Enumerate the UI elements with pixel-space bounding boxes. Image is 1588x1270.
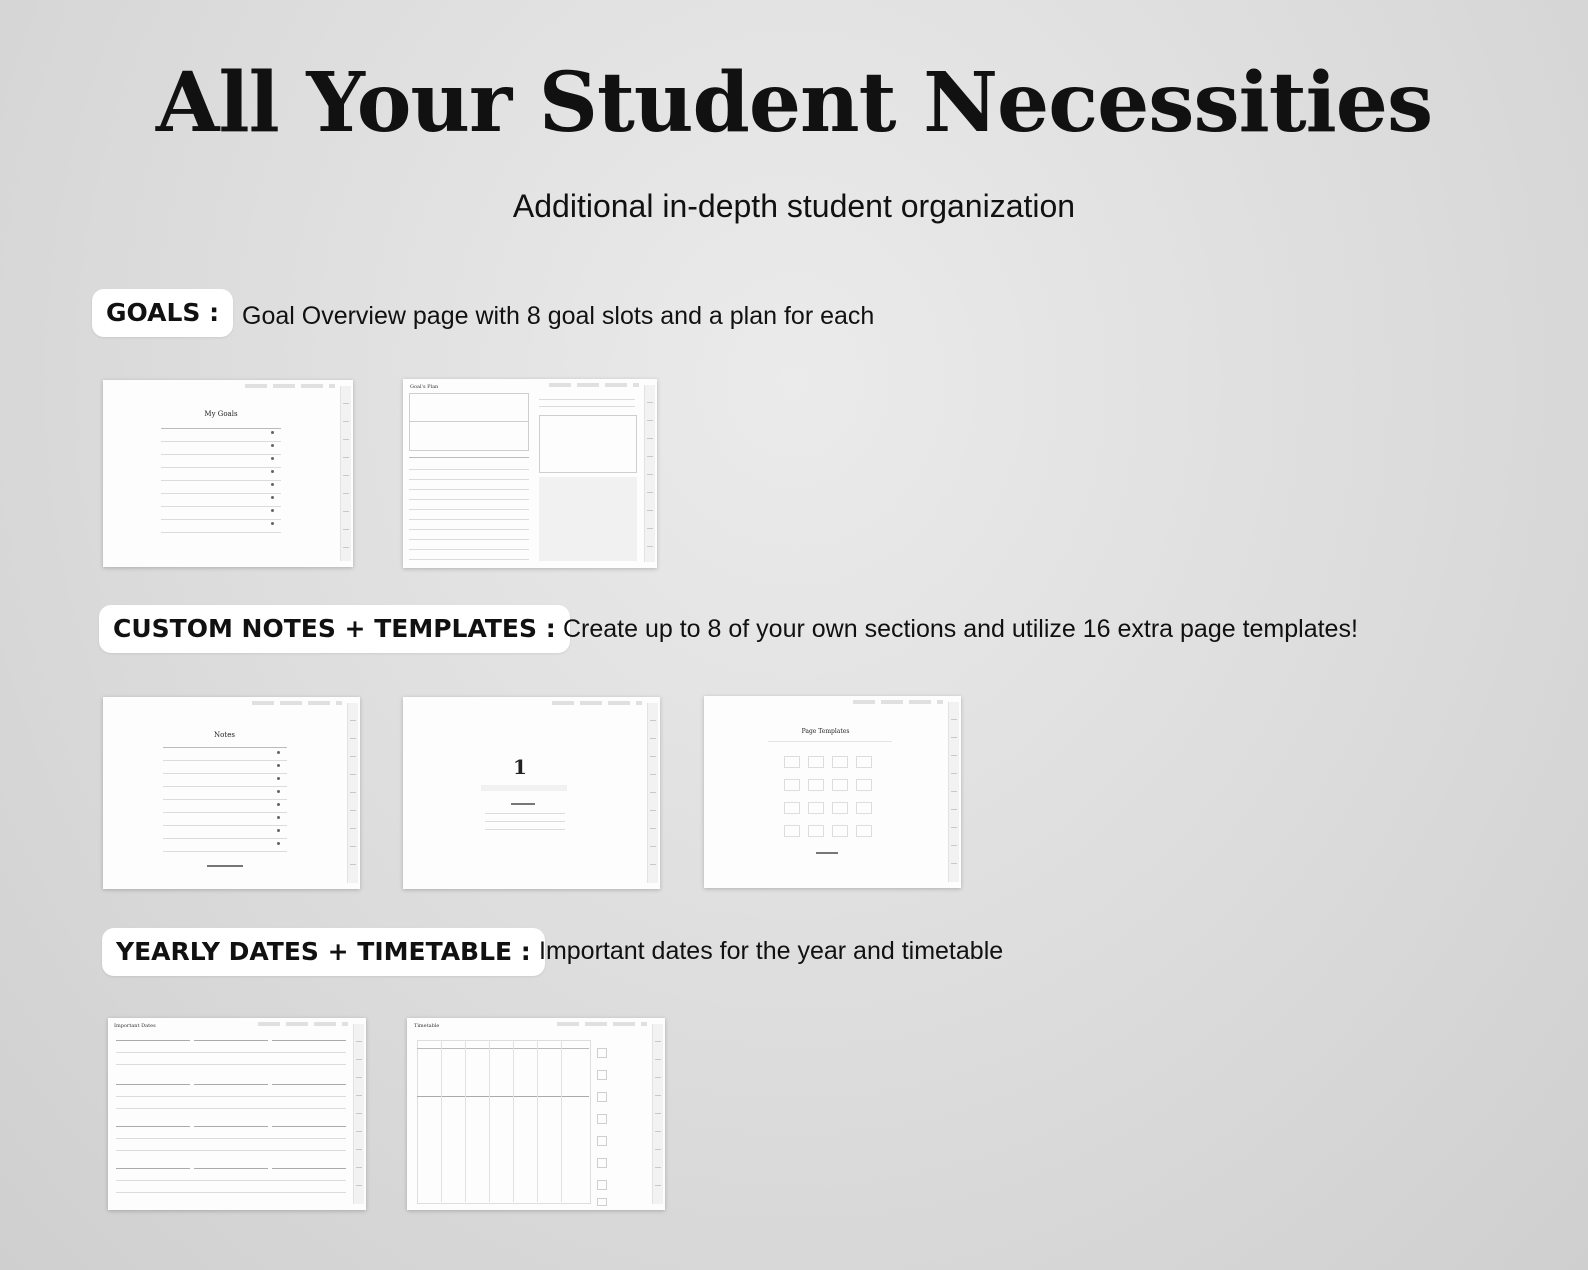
goals-label: GOALS : bbox=[92, 289, 233, 337]
goals-description: Goal Overview page with 8 goal slots and a plan for each bbox=[242, 302, 875, 330]
page-subtitle: Additional in-depth student organization bbox=[512, 188, 1076, 224]
my-goals-page-thumbnail[interactable] bbox=[103, 380, 353, 567]
important-dates-title: Important Dates bbox=[114, 1023, 156, 1029]
custom-notes-description: Create up to 8 of your own sections and utilize 16 extra page templates! bbox=[563, 615, 1358, 643]
goal-plan-page-thumbnail[interactable] bbox=[403, 379, 657, 568]
yearly-dates-description: Important dates for the year and timetable bbox=[539, 937, 1004, 965]
section-page-thumbnail[interactable] bbox=[403, 697, 660, 889]
important-dates-thumbnail[interactable] bbox=[108, 1018, 366, 1210]
page-templates-title: Page Templates bbox=[801, 728, 850, 735]
timetable-title: Timetable bbox=[414, 1023, 440, 1029]
page-title: All Your Student Necessities bbox=[155, 55, 1433, 151]
page-templates-thumbnail[interactable] bbox=[704, 696, 961, 888]
notes-page-thumbnail[interactable] bbox=[103, 697, 360, 889]
my-goals-page-title: My Goals bbox=[204, 410, 238, 418]
custom-notes-label: CUSTOM NOTES + TEMPLATES : bbox=[99, 605, 570, 653]
notes-page-title: Notes bbox=[214, 731, 235, 739]
yearly-dates-label: YEARLY DATES + TIMETABLE : bbox=[102, 928, 545, 976]
section-number: 1 bbox=[513, 755, 527, 779]
goal-plan-page-title: Goal's Plan bbox=[410, 384, 439, 390]
timetable-thumbnail[interactable] bbox=[407, 1018, 665, 1210]
